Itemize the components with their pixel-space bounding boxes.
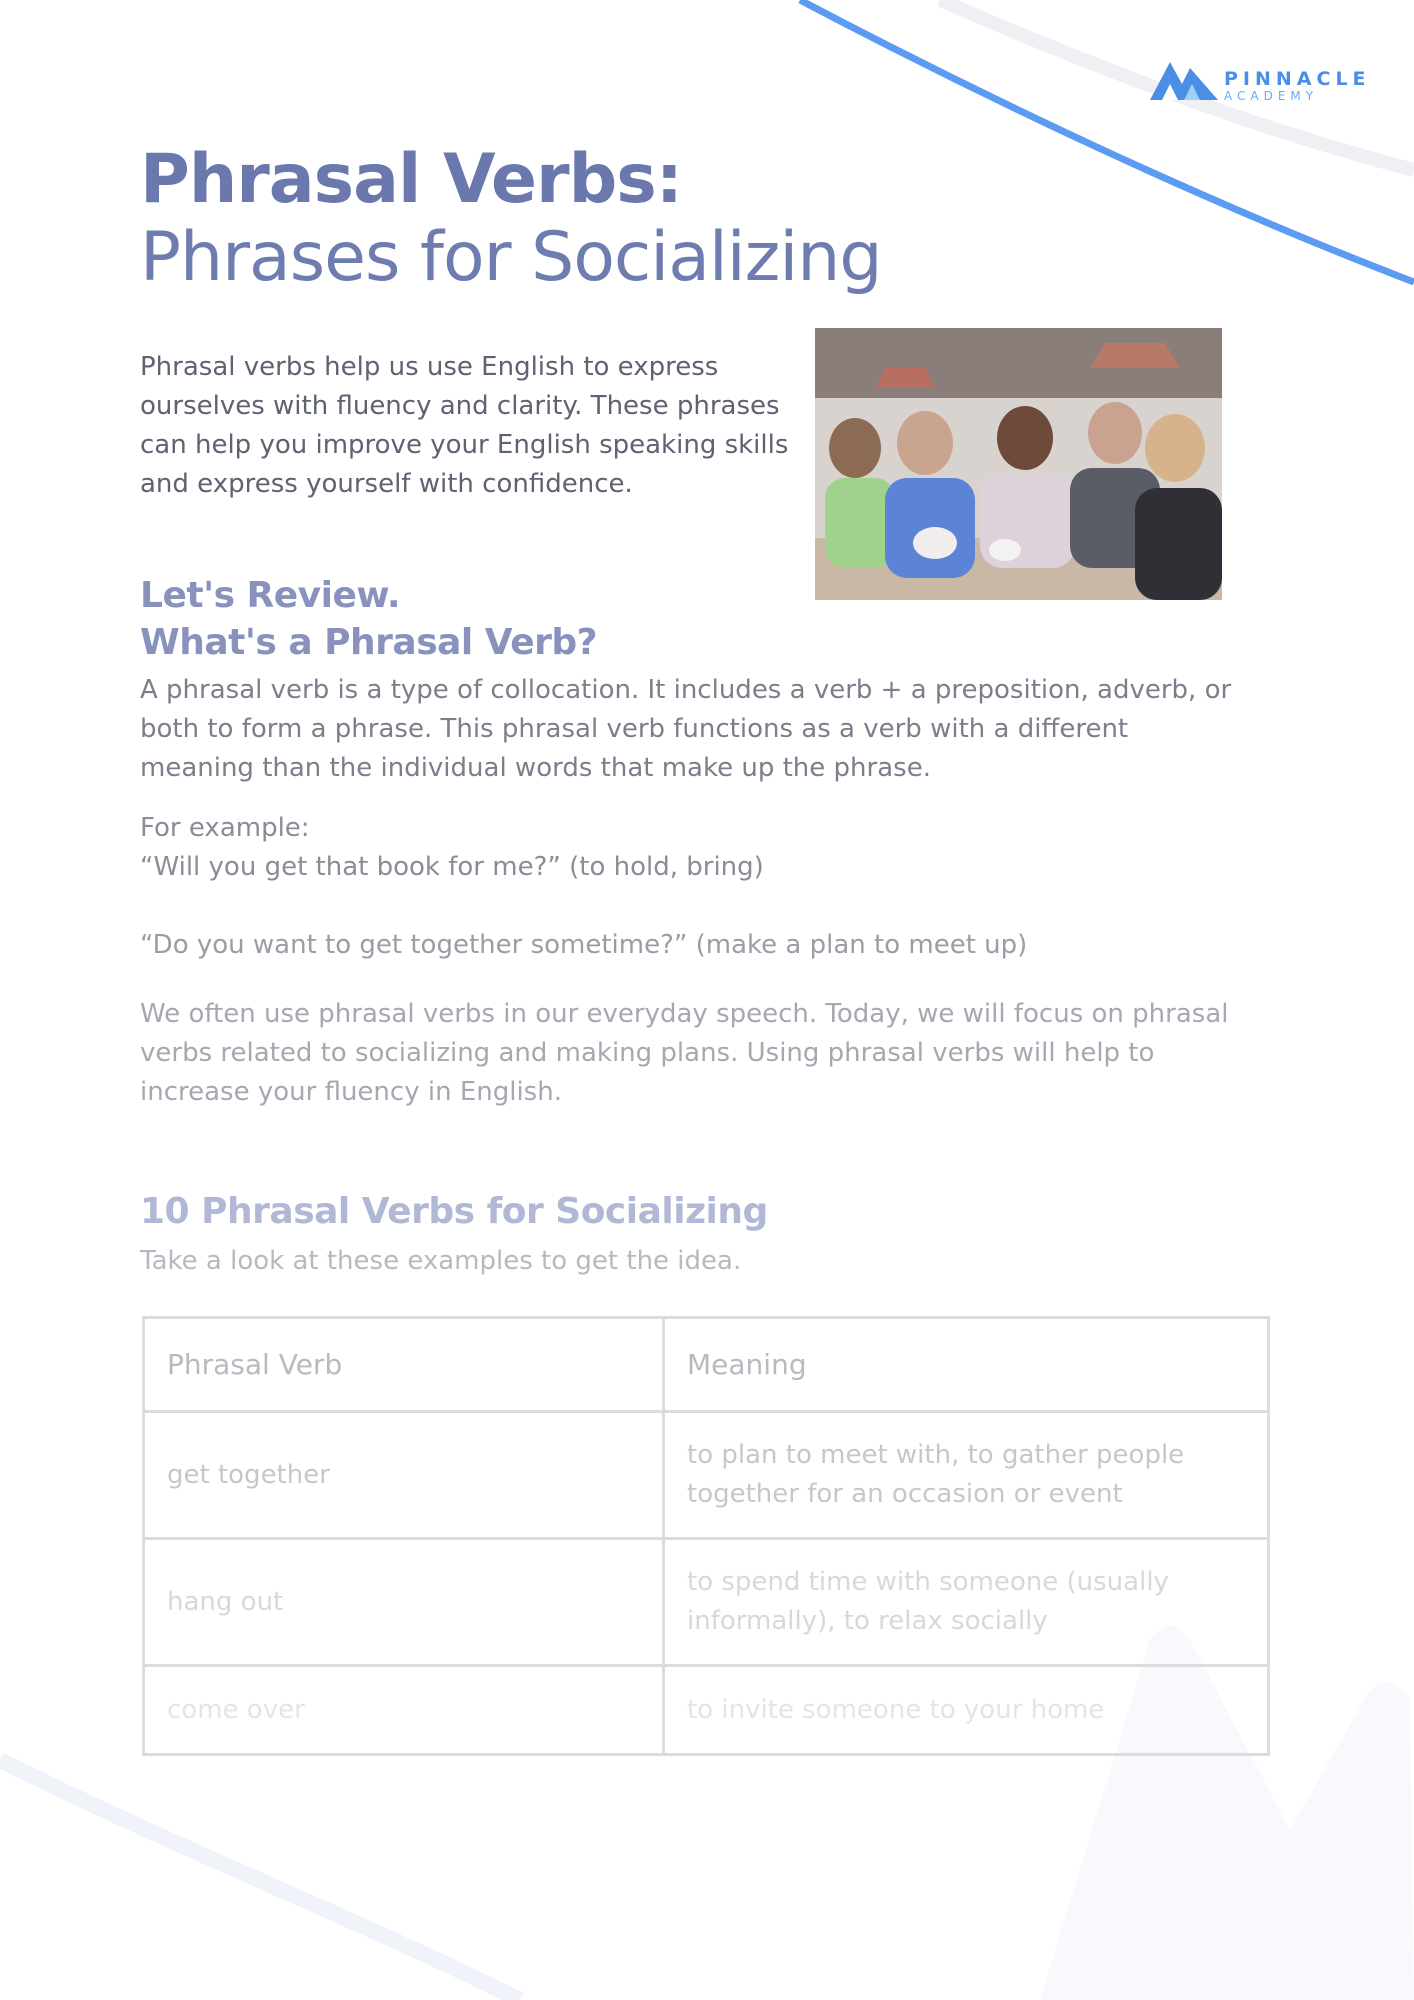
- table-row: [144, 1666, 1269, 1755]
- brand-name: PINNACLE: [1224, 68, 1371, 90]
- table-header-row: [144, 1318, 1269, 1412]
- meaning-cell: to invite someone to your home: [664, 1666, 1269, 1755]
- friends-cafe-photo: [815, 328, 1222, 600]
- list-subheading: Take a look at these examples to get the idea.: [140, 1246, 742, 1276]
- definition-paragraph: A phrasal verb is a type of collocation. It includes a verb + a preposition, adverb, or both to form a phrase. This phrasal verb functions as a verb with a different meaning than the individual words that make up the phrase.: [140, 675, 1232, 783]
- intro-paragraph: Phrasal verbs help us use English to express ourselves with fluency and clarity. These phrases can help you improve your English speaking skills and express yourself with confidence.: [140, 352, 789, 499]
- example-label: For example:: [140, 813, 310, 843]
- verb-cell: hang out: [144, 1539, 664, 1666]
- mountain-logo-icon: [1148, 58, 1220, 102]
- example-2: “Do you want to get together sometime?” (make a plan to meet up): [140, 930, 1028, 960]
- example-1: “Will you get that book for me?” (to hold, bring): [140, 852, 764, 882]
- review-heading: [140, 572, 597, 666]
- review-heading-line2: What's a Phrasal Verb?: [140, 622, 598, 663]
- page-subtitle: Phrases for Socializing: [140, 218, 882, 297]
- table-row: [144, 1539, 1269, 1666]
- pinnacle-academy-logo: [1148, 58, 1371, 106]
- table-row: [144, 1412, 1269, 1539]
- brand-subtitle: ACADEMY: [1224, 89, 1319, 103]
- bottom-left-swoosh: [0, 1760, 520, 2000]
- column-header-meaning: Meaning: [664, 1318, 1269, 1412]
- phrasal-verbs-table: [142, 1316, 1270, 1756]
- verb-cell: get together: [144, 1412, 664, 1539]
- list-heading: 10 Phrasal Verbs for Socializing: [140, 1191, 768, 1232]
- meaning-cell: to spend time with someone (usually informally), to relax socially: [664, 1539, 1269, 1666]
- everyday-paragraph: We often use phrasal verbs in our everyday speech. Today, we will focus on phrasal verbs related to socializing and making plans. Using phrasal verbs will help to increase your fluency in English.: [140, 999, 1229, 1107]
- verb-cell: come over: [144, 1666, 664, 1755]
- review-heading-line1: Let's Review.: [140, 575, 401, 616]
- page-title: Phrasal Verbs:: [140, 140, 682, 219]
- column-header-verb: Phrasal Verb: [144, 1318, 664, 1412]
- meaning-cell: to plan to meet with, to gather people together for an occasion or event: [664, 1412, 1269, 1539]
